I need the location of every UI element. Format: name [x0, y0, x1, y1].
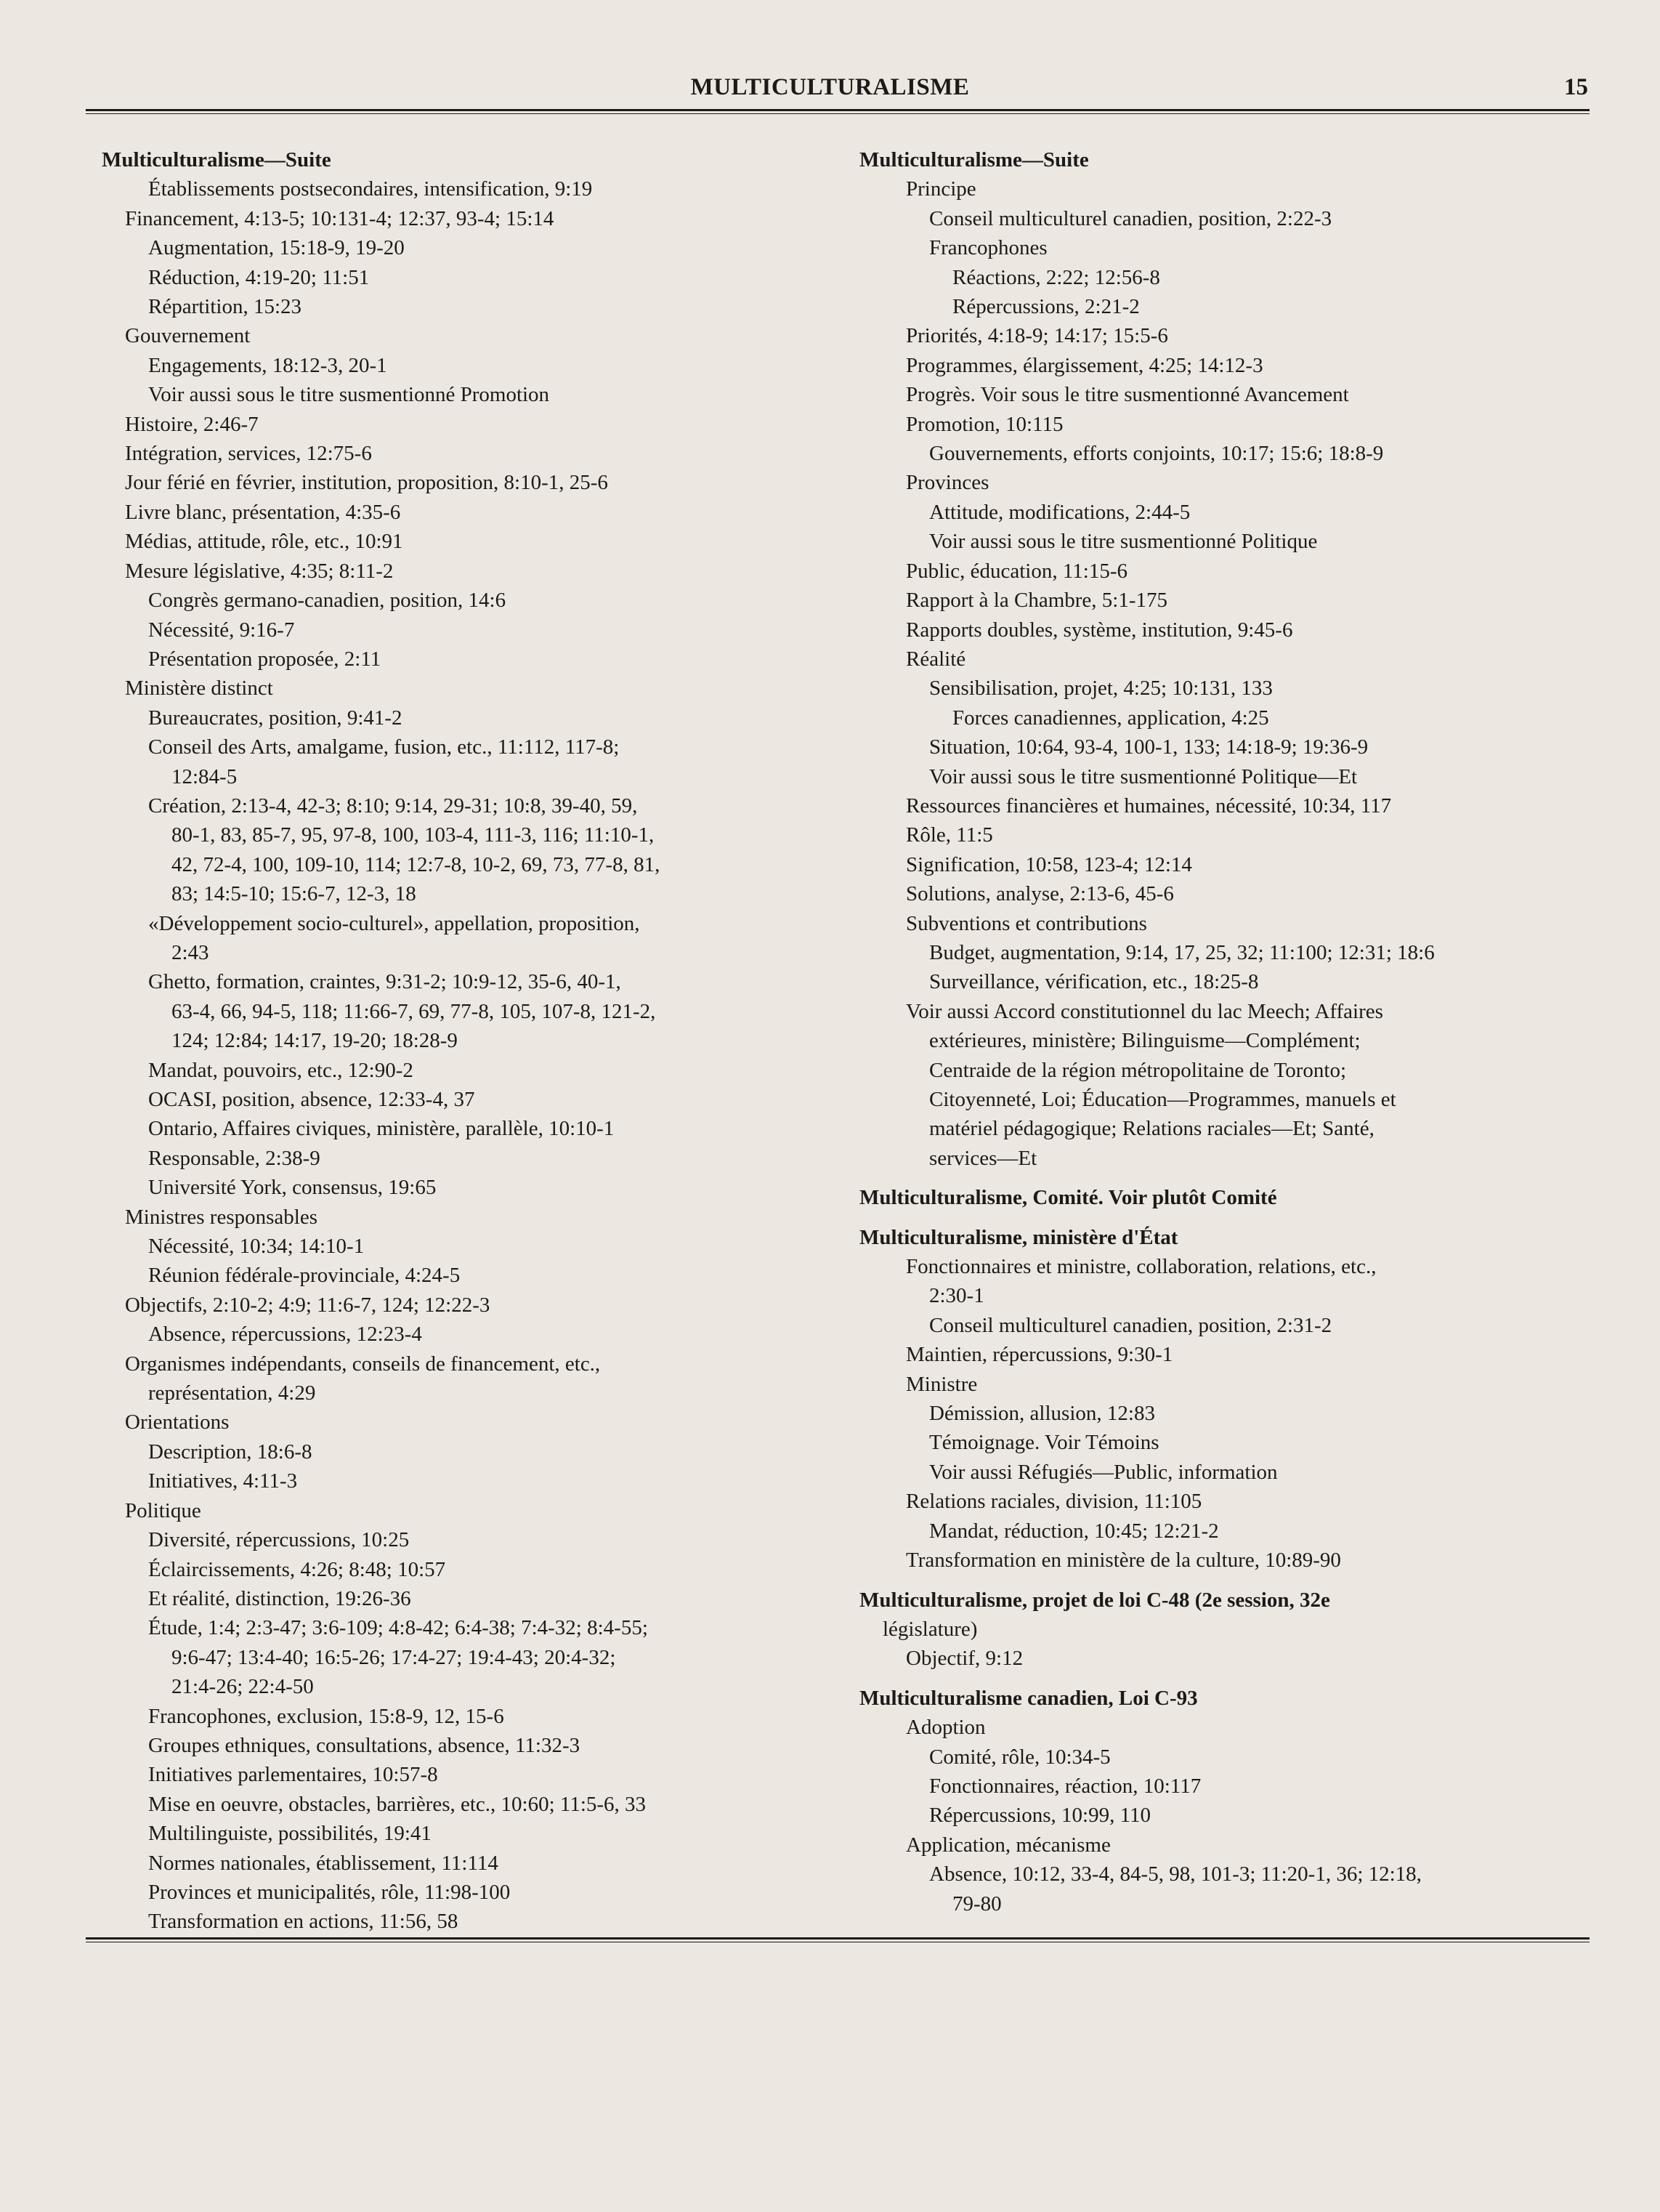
index-entry: 12:84-5: [171, 764, 238, 788]
index-entry: Initiatives parlementaires, 10:57-8: [148, 1763, 438, 1787]
index-entry: Orientations: [125, 1410, 230, 1434]
index-entry: Mandat, pouvoirs, etc., 12:90-2: [148, 1058, 413, 1082]
index-entry: Intégration, services, 12:75-6: [125, 442, 372, 466]
index-entry: Ghetto, formation, craintes, 9:31-2; 10:9-12, 35-6, 40-1,: [148, 970, 621, 994]
index-entry: 9:6-47; 13:4-40; 16:5-26; 17:4-27; 19:4-43; 20:4-32;: [171, 1645, 616, 1669]
index-entry: Citoyenneté, Loi; Éducation—Programmes, manuels et: [929, 1088, 1396, 1111]
index-entry: Université York, consensus, 19:65: [148, 1176, 437, 1200]
index-entry: Augmentation, 15:18-9, 19-20: [148, 236, 405, 260]
index-entry: 79-80: [952, 1892, 1002, 1916]
index-entry: législature): [883, 1617, 978, 1641]
index-entry: Gouvernement: [125, 324, 251, 348]
index-entry: Transformation en actions, 11:56, 58: [148, 1910, 458, 1934]
index-entry: 42, 72-4, 100, 109-10, 114; 12:7-8, 10-2, 69, 73, 77-8, 81,: [171, 852, 660, 876]
index-entry: Solutions, analyse, 2:13-6, 45-6: [906, 882, 1174, 906]
index-entry: Réduction, 4:19-20; 11:51: [148, 265, 370, 289]
index-entry: Conseil multiculturel canadien, position, 2:31-2: [929, 1313, 1332, 1337]
page-number: 15: [1564, 74, 1588, 100]
index-heading: Multiculturalisme, Comité. Voir plutôt Comité: [859, 1186, 1277, 1210]
index-entry: Réunion fédérale-provinciale, 4:24-5: [148, 1264, 461, 1288]
index-entry: Jour férié en février, institution, proposition, 8:10-1, 25-6: [125, 471, 608, 495]
index-entry: Comité, rôle, 10:34-5: [929, 1745, 1111, 1769]
index-entry: Ministre: [906, 1372, 978, 1396]
index-entry: Rapport à la Chambre, 5:1-175: [906, 589, 1167, 613]
index-entry: 63-4, 66, 94-5, 118; 11:66-7, 69, 77-8, 105, 107-8, 121-2,: [171, 999, 656, 1023]
index-entry: Fonctionnaires, réaction, 10:117: [929, 1774, 1202, 1798]
index-entry: Objectifs, 2:10-2; 4:9; 11:6-7, 124; 12:22-3: [125, 1293, 490, 1317]
page-header-title: MULTICULTURALISME: [690, 74, 970, 100]
index-entry: Rapports doubles, système, institution, 9:45-6: [906, 618, 1293, 642]
index-entry: Maintien, répercussions, 9:30-1: [906, 1343, 1173, 1367]
index-entry: Rôle, 11:5: [906, 823, 993, 847]
index-entry: Étude, 1:4; 2:3-47; 3:6-109; 4:8-42; 6:4-38; 7:4-32; 8:4-55;: [148, 1616, 648, 1640]
index-entry: Éclaircissements, 4:26; 8:48; 10:57: [148, 1557, 446, 1581]
index-entry: Absence, répercussions, 12:23-4: [148, 1323, 422, 1347]
index-column-right: [859, 145, 1593, 1918]
index-entry: Histoire, 2:46-7: [125, 412, 259, 436]
index-entry: extérieures, ministère; Bilinguisme—Complément;: [929, 1029, 1361, 1053]
index-entry: Nécessité, 9:16-7: [148, 618, 295, 642]
index-entry: Responsable, 2:38-9: [148, 1146, 320, 1170]
index-entry: Public, éducation, 11:15-6: [906, 559, 1127, 583]
index-entry: Mandat, réduction, 10:45; 12:21-2: [929, 1519, 1219, 1543]
index-entry: 2:43: [171, 940, 209, 964]
index-entry: Ministres responsables: [125, 1205, 317, 1229]
index-entry: Et réalité, distinction, 19:26-36: [148, 1586, 411, 1610]
index-entry: Livre blanc, présentation, 4:35-6: [125, 500, 401, 524]
index-entry: matériel pédagogique; Relations raciales—Et; Santé,: [929, 1117, 1374, 1141]
footer-rule: [86, 1937, 1590, 1939]
index-entry: Voir aussi sous le titre susmentionné Promotion: [148, 383, 550, 407]
index-entry: Présentation proposée, 2:11: [148, 647, 381, 671]
index-heading: Multiculturalisme, projet de loi C-48 (2e session, 32e: [859, 1588, 1330, 1612]
header-rule-thin: [86, 113, 1590, 114]
index-entry: Forces canadiennes, application, 4:25: [952, 706, 1269, 730]
index-entry: Nécessité, 10:34; 14:10-1: [148, 1235, 365, 1259]
index-entry: Signification, 10:58, 123-4; 12:14: [906, 852, 1192, 876]
index-entry: 80-1, 83, 85-7, 95, 97-8, 100, 103-4, 111-3, 116; 11:10-1,: [171, 823, 655, 847]
index-entry: Engagements, 18:12-3, 20-1: [148, 353, 387, 377]
index-entry: Promotion, 10:115: [906, 412, 1064, 436]
index-entry: services—Et: [929, 1146, 1037, 1170]
index-entry: OCASI, position, absence, 12:33-4, 37: [148, 1088, 475, 1111]
index-entry: Témoignage. Voir Témoins: [929, 1431, 1159, 1455]
index-entry: Bureaucrates, position, 9:41-2: [148, 706, 402, 730]
index-entry: Conseil des Arts, amalgame, fusion, etc., 11:112, 117-8;: [148, 735, 620, 759]
index-entry: «Développement socio-culturel», appellation, proposition,: [148, 911, 640, 935]
index-entry: Mise en oeuvre, obstacles, barrières, etc., 10:60; 11:5-6, 33: [148, 1792, 647, 1816]
index-entry: Mesure législative, 4:35; 8:11-2: [125, 559, 394, 583]
index-entry: Politique: [125, 1498, 201, 1522]
index-entry: Normes nationales, établissement, 11:114: [148, 1851, 498, 1875]
index-entry: Création, 2:13-4, 42-3; 8:10; 9:14, 29-31; 10:8, 39-40, 59,: [148, 794, 638, 818]
index-entry: Absence, 10:12, 33-4, 84-5, 98, 101-3; 11:20-1, 36; 12:18,: [929, 1862, 1422, 1886]
index-entry: Diversité, répercussions, 10:25: [148, 1528, 410, 1552]
index-entry: Transformation en ministère de la culture, 10:89-90: [906, 1549, 1341, 1573]
index-entry: Surveillance, vérification, etc., 18:25-8: [929, 970, 1259, 994]
index-entry: Ontario, Affaires civiques, ministère, parallèle, 10:10-1: [148, 1117, 615, 1141]
index-entry: 2:30-1: [929, 1284, 984, 1308]
index-entry: Ministère distinct: [125, 677, 273, 701]
index-entry: Initiatives, 4:11-3: [148, 1469, 298, 1493]
index-entry: Relations raciales, division, 11:105: [906, 1490, 1202, 1514]
index-entry: Répercussions, 10:99, 110: [929, 1804, 1151, 1828]
index-entry: Répartition, 15:23: [148, 295, 302, 319]
index-entry: Programmes, élargissement, 4:25; 14:12-3: [906, 353, 1263, 377]
index-entry: Gouvernements, efforts conjoints, 10:17; 15:6; 18:8-9: [929, 442, 1384, 466]
index-entry: Ressources financières et humaines, nécessité, 10:34, 117: [906, 794, 1392, 818]
index-entry: Voir aussi Réfugiés—Public, information: [929, 1460, 1278, 1484]
index-entry: 124; 12:84; 14:17, 19-20; 18:28-9: [171, 1029, 458, 1053]
index-entry: Subventions et contributions: [906, 911, 1147, 935]
index-entry: Groupes ethniques, consultations, absence, 11:32-3: [148, 1733, 580, 1757]
index-entry: Francophones: [929, 236, 1048, 260]
index-entry: Démission, allusion, 12:83: [929, 1402, 1155, 1426]
index-entry: Progrès. Voir sous le titre susmentionné Avancement: [906, 383, 1349, 407]
index-entry: Budget, augmentation, 9:14, 17, 25, 32; 11:100; 12:31; 18:6: [929, 940, 1435, 964]
index-entry: Réactions, 2:22; 12:56-8: [952, 265, 1160, 289]
index-entry: Situation, 10:64, 93-4, 100-1, 133; 14:18-9; 19:36-9: [929, 735, 1369, 759]
index-entry: Description, 18:6-8: [148, 1440, 312, 1464]
index-entry: Adoption: [906, 1716, 986, 1740]
header-rule: [86, 109, 1590, 111]
index-entry: Voir aussi sous le titre susmentionné Politique: [929, 530, 1318, 554]
index-entry: Établissements postsecondaires, intensification, 9:19: [148, 177, 593, 201]
index-entry: 83; 14:5-10; 15:6-7, 12-3, 18: [171, 882, 416, 906]
index-entry: Réalité: [906, 647, 966, 671]
index-heading: Multiculturalisme canadien, Loi C-93: [859, 1686, 1198, 1710]
index-entry: Congrès germano-canadien, position, 14:6: [148, 589, 506, 613]
index-column-left: [102, 145, 850, 1937]
index-entry: Application, mécanisme: [906, 1833, 1111, 1857]
index-heading: Multiculturalisme, ministère d'État: [859, 1225, 1178, 1249]
index-entry: Répercussions, 2:21-2: [952, 295, 1140, 319]
index-entry: Centraide de la région métropolitaine de Toronto;: [929, 1058, 1347, 1082]
index-entry: Priorités, 4:18-9; 14:17; 15:5-6: [906, 324, 1168, 348]
index-entry: Principe: [906, 177, 976, 201]
index-entry: Voir aussi Accord constitutionnel du lac Meech; Affaires: [906, 999, 1383, 1023]
index-entry: Francophones, exclusion, 15:8-9, 12, 15-6: [148, 1704, 504, 1728]
index-entry: 21:4-26; 22:4-50: [171, 1675, 314, 1699]
index-entry: Sensibilisation, projet, 4:25; 10:131, 133: [929, 677, 1273, 701]
index-entry: Objectif, 9:12: [906, 1647, 1024, 1671]
index-entry: Organismes indépendants, conseils de financement, etc.,: [125, 1352, 601, 1376]
index-entry: représentation, 4:29: [148, 1381, 316, 1405]
index-entry: Médias, attitude, rôle, etc., 10:91: [125, 530, 403, 554]
index-entry: Multilinguiste, possibilités, 19:41: [148, 1822, 432, 1846]
index-heading: Multiculturalisme—Suite: [859, 148, 1089, 171]
index-entry: Financement, 4:13-5; 10:131-4; 12:37, 93-4; 15:14: [125, 206, 554, 230]
index-entry: Conseil multiculturel canadien, position, 2:22-3: [929, 206, 1332, 230]
index-heading: Multiculturalisme—Suite: [102, 148, 331, 171]
index-entry: Fonctionnaires et ministre, collaboration, relations, etc.,: [906, 1255, 1377, 1279]
index-entry: Provinces et municipalités, rôle, 11:98-100: [148, 1880, 511, 1904]
index-entry: Provinces: [906, 471, 989, 495]
index-entry: Voir aussi sous le titre susmentionné Politique—Et: [929, 764, 1358, 788]
index-entry: Attitude, modifications, 2:44-5: [929, 500, 1191, 524]
